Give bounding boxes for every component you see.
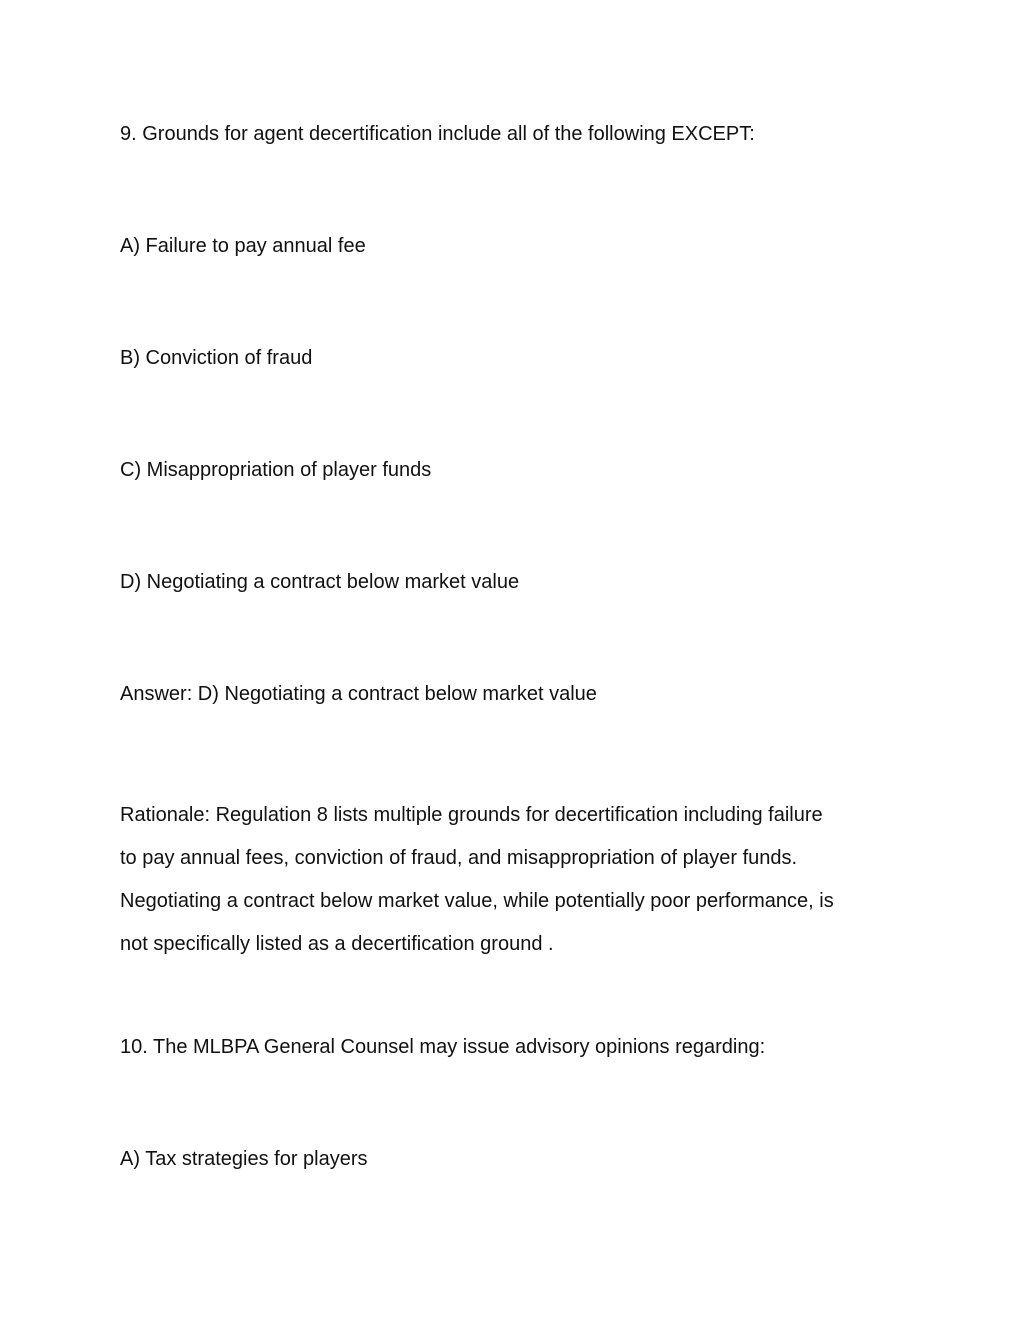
- question-9-rationale: [120, 794, 910, 966]
- question-9-option-d: D) Negotiating a contract below market value: [120, 571, 520, 593]
- question-10-text: 10. The MLBPA General Counsel may issue advisory opinions regarding:: [120, 1036, 766, 1058]
- question-9-answer: Answer: D) Negotiating a contract below market value: [120, 683, 597, 705]
- rationale-line: not specifically listed as a decertification ground .: [120, 933, 554, 955]
- question-9-option-a: A) Failure to pay annual fee: [120, 235, 366, 257]
- question-9-option-c: C) Misappropriation of player funds: [120, 459, 432, 481]
- rationale-line: Rationale: Regulation 8 lists multiple grounds for decertification including failure: [120, 804, 823, 826]
- question-9-option-b: B) Conviction of fraud: [120, 347, 313, 369]
- rationale-line: Negotiating a contract below market value, while potentially poor performance, is: [120, 890, 834, 912]
- question-10-option-a: A) Tax strategies for players: [120, 1148, 368, 1170]
- question-9-text: 9. Grounds for agent decertification include all of the following EXCEPT:: [120, 123, 755, 145]
- rationale-line: to pay annual fees, conviction of fraud, and misappropriation of player funds.: [120, 847, 798, 869]
